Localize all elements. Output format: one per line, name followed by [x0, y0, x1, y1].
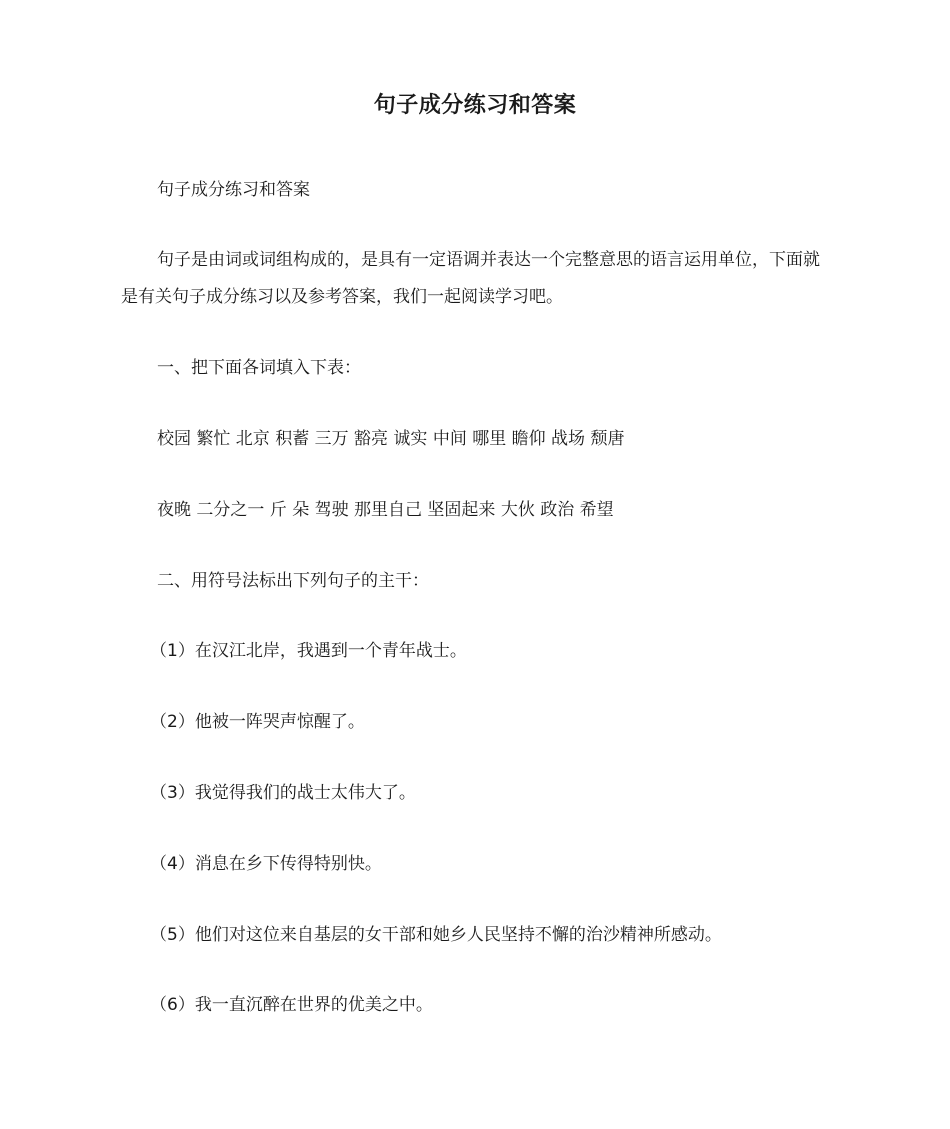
sentence-item: （5）他们对这位来自基层的女干部和她乡人民坚持不懈的治沙精神所感动。 [150, 925, 722, 945]
sentence-item: （2）他被一阵哭声惊醒了。 [150, 712, 365, 732]
sentence-item: （3）我觉得我们的战士太伟大了。 [150, 783, 416, 803]
sentence-item: （4）消息在乡下传得特别快。 [150, 854, 382, 874]
word-list-line-2: 夜晚 二分之一 斤 朵 驾驶 那里自己 坚固起来 大伙 政治 希望 [157, 500, 614, 520]
section-2-heading: 二、用符号法标出下列句子的主干： [157, 571, 429, 591]
word-list-line-1: 校园 繁忙 北京 积蓄 三万 豁亮 诚实 中间 哪里 瞻仰 战场 颓唐 [157, 429, 625, 449]
sentence-item: （1）在汉江北岸，我遇到一个青年战士。 [150, 641, 467, 661]
section-1-heading: 一、把下面各词填入下表： [157, 358, 361, 378]
document-subtitle: 句子成分练习和答案 [157, 180, 310, 200]
document-title: 句子成分练习和答案 [373, 93, 577, 118]
intro-paragraph: 句子是由词或词组构成的，是具有一定语调并表达一个完整意思的语言运用单位，下面就是有关句子成分练习以及参考答案，我们一起阅读学习吧。 [121, 250, 820, 307]
sentence-item: （6）我一直沉醉在世界的优美之中。 [150, 995, 433, 1015]
